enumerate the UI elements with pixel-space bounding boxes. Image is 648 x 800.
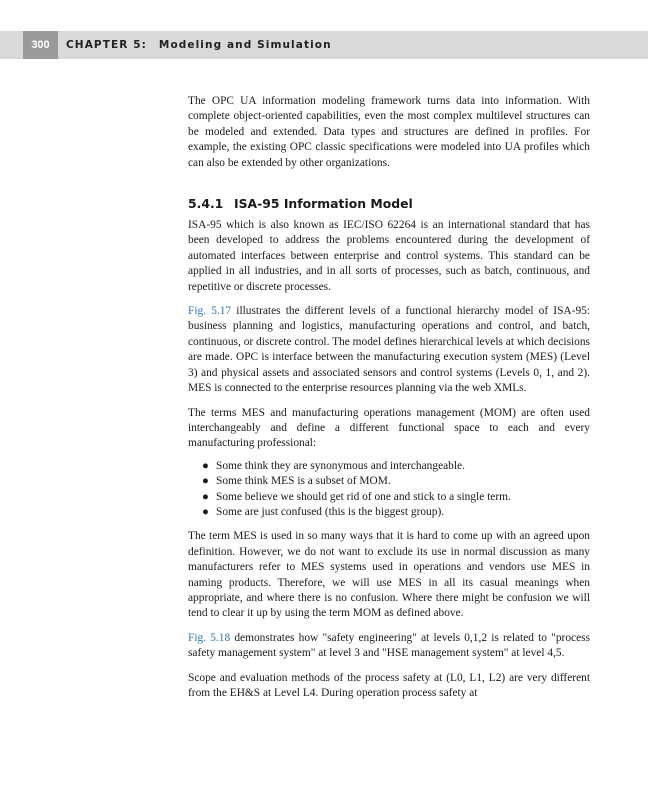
section-heading [188,196,590,212]
section-number: 5.4.1 [188,196,224,212]
chapter-label: CHAPTER 5: [66,39,147,51]
list-item-text: Some believe we should get rid of one and stick to a single term. [216,490,511,503]
chapter-title: Modeling and Simulation [158,39,332,51]
figure-link-5-17[interactable]: Fig. 5.17 [188,305,232,318]
paragraph-fig-5-17-text: illustrates the different levels of a functional hierarchy model of ISA-95: business planning and logistics, manufacturing operations and control, and batch, continuous, or discrete control. The model defines hierarchical levels at which decisions are made. OPC is interface between the manufacturing execution system (MES) (Level 3) and physical assets and associated sensors and control systems (Levels 0, 1, and 2). MES is connected to the enterprise resources planning via the web XMLs. [188,305,590,395]
bullet-icon: ● [202,459,209,472]
section-title: ISA-95 Information Model [234,196,413,212]
list-item-text: Some think MES is a subset of MOM. [216,475,391,488]
paragraph-fig-5-18 [188,631,590,662]
list-item [202,505,590,520]
paragraph-fig-5-17 [188,304,590,396]
list-item-text: Some are just confused (this is the biggest group). [216,505,445,518]
paragraph-isa95-definition: ISA-95 which is also known as IEC/ISO 62264 is an international standard that has been developed to address the problems encountered during the development of automated interfaces between enterprise and control systems. This standard can be applied in all industries, and in all sorts of processes, such as batch, continuous, and repetitive or discrete processes. [188,219,590,293]
body-content [188,94,590,710]
paragraph-mes-mom: The terms MES and manufacturing operations management (MOM) are often used interchangeably and define a different functional space to each and every manufacturing professional: [188,406,590,450]
bullet-icon: ● [202,475,209,488]
bullet-list [188,459,590,521]
list-item [202,490,590,505]
paragraph-fig-5-18-text: demonstrates how "safety engineering" at levels 0,1,2 is related to "process safety management system" at level 3 and "HSE management system" at level 4,5. [188,631,590,660]
list-item [202,474,590,489]
chapter-heading [66,31,332,59]
paragraph-mes-usage: The term MES is used in so many ways that it is hard to come up with an agreed upon definition. However, we do not want to exclude its use in normal discussion as many manufacturers refer to MES systems used in operations and vendors use MES in naming products. Therefore, we will use MES in all its casual meanings when appropriate, and where there is no confusion. Where there might be confusion we will tend to clear it up by using the term MOM as defined above. [188,530,590,620]
list-item [202,459,590,474]
page-number: 300 [23,31,58,59]
running-header [0,31,648,59]
paragraph-scope: Scope and evaluation methods of the process safety at (L0, L1, L2) are very different from the EH&S at Level L4. During operation process safety at [188,671,590,699]
bullet-icon: ● [202,490,209,503]
bullet-icon: ● [202,505,209,518]
list-item-text: Some think they are synonymous and interchangeable. [216,459,465,472]
figure-link-5-18[interactable]: Fig. 5.18 [188,631,231,644]
paragraph-opc-ua-intro: The OPC UA information modeling framework turns data into information. With complete object-oriented capabilities, even the most complex multilevel structures can be modeled and extended. Data types and structures are defined in profiles. For example, the existing OPC classic specifications were modeled into UA profiles which can also be extended by other organizations. [188,95,590,169]
